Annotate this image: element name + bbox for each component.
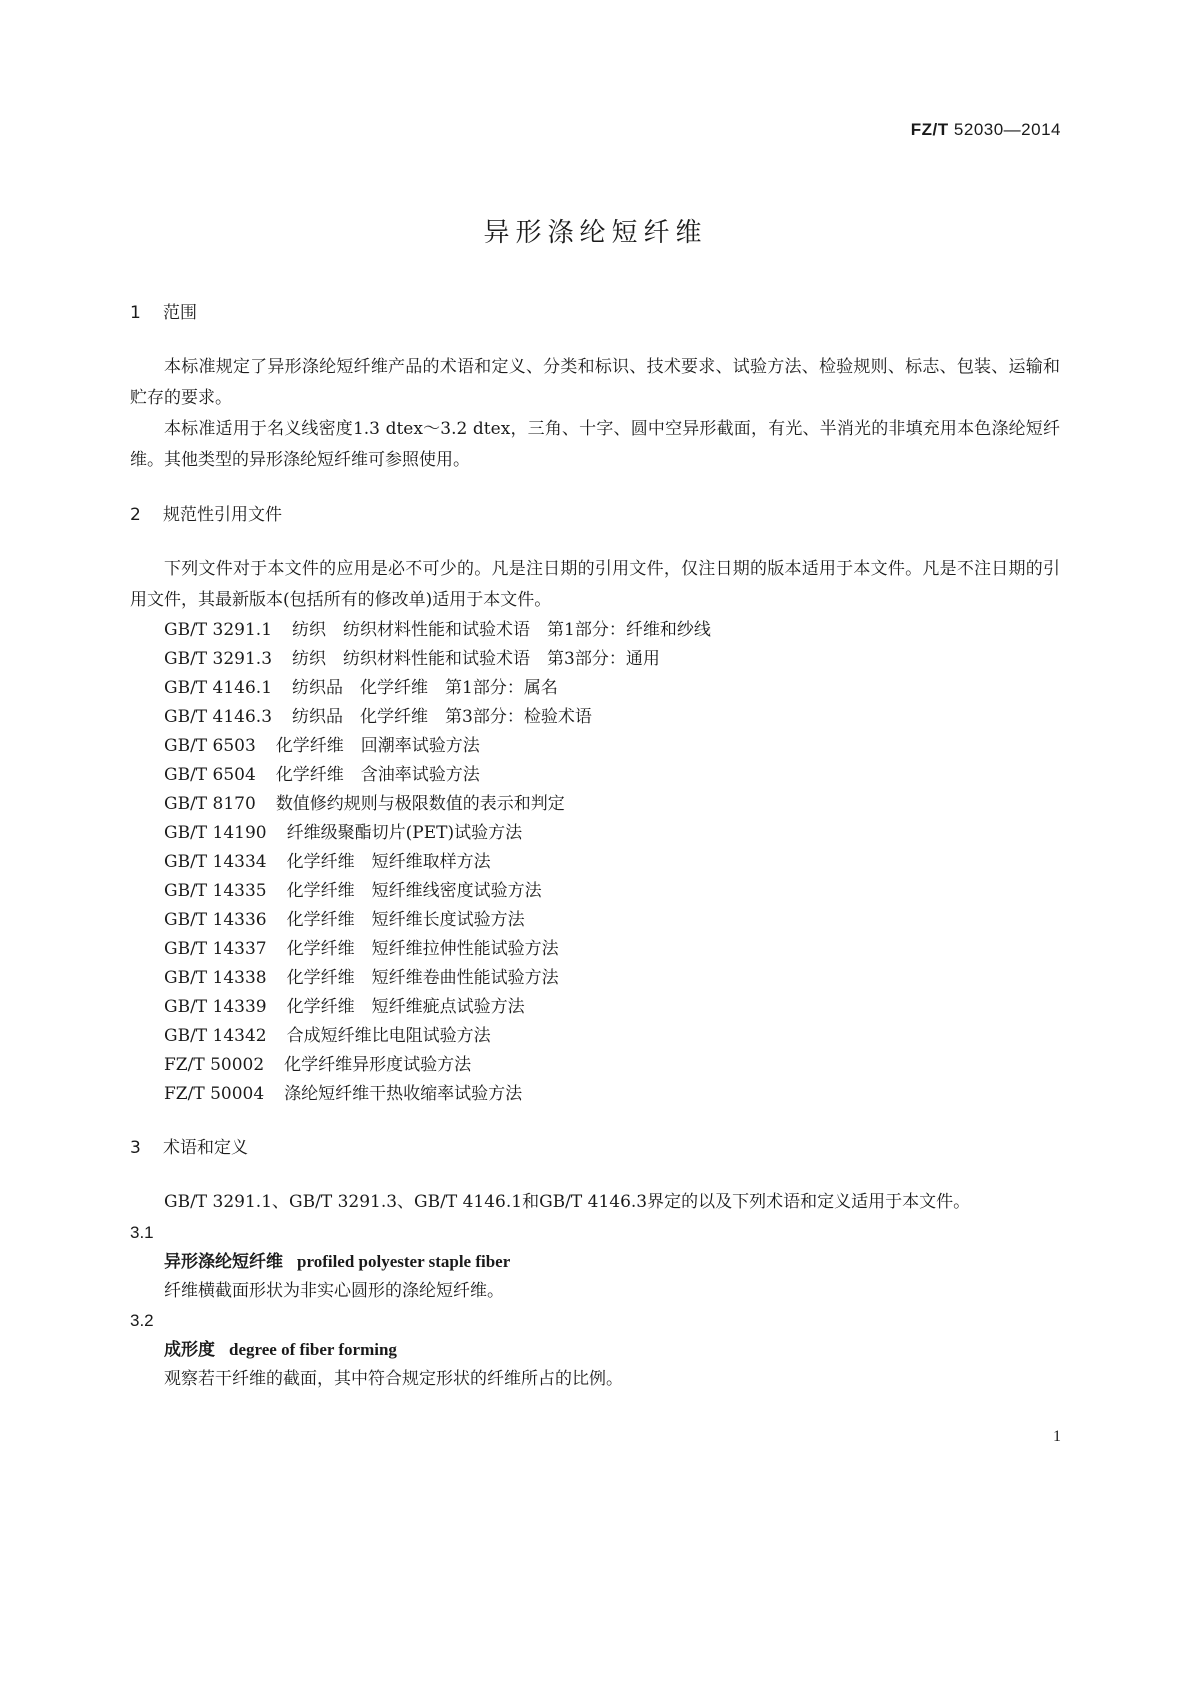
section-number: 2 [130, 505, 141, 525]
reference-code: FZ/T 50002 [164, 1055, 265, 1075]
reference-code: GB/T 3291.3 [164, 649, 273, 669]
reference-item [130, 790, 1060, 819]
reference-title: 化学纤维 短纤维疵点试验方法 [286, 997, 525, 1017]
reference-code: GB/T 6504 [164, 765, 256, 785]
reference-title: 合成短纤维比电阻试验方法 [286, 1026, 491, 1046]
reference-item [130, 1022, 1060, 1051]
reference-item [130, 877, 1060, 906]
reference-item [130, 616, 1060, 645]
reference-code: GB/T 4146.1 [164, 678, 273, 698]
reference-item [130, 964, 1060, 993]
standard-number: 52030—2014 [953, 120, 1061, 139]
reference-code: GB/T 14336 [164, 910, 267, 930]
reference-item [130, 848, 1060, 877]
term-number: 3.1 [130, 1223, 154, 1242]
reference-item [130, 703, 1060, 732]
reference-item [130, 819, 1060, 848]
reference-code: GB/T 14338 [164, 968, 267, 988]
reference-item [130, 1080, 1060, 1109]
reference-title: 化学纤维异形度试验方法 [284, 1055, 472, 1075]
section-number: 3 [130, 1138, 141, 1158]
document-title: 异形涤纶短纤维 [483, 218, 708, 248]
reference-title: 化学纤维 短纤维线密度试验方法 [286, 881, 542, 901]
section-1-heading [130, 300, 1060, 326]
standard-code [911, 120, 1061, 140]
reference-code: GB/T 14334 [164, 852, 267, 872]
reference-list [130, 616, 1060, 1109]
term-zh: 异形涤纶短纤维 [164, 1252, 283, 1272]
section-title: 范围 [163, 303, 197, 323]
reference-code: GB/T 3291.1 [164, 620, 273, 640]
reference-title: 涤纶短纤维干热收缩率试验方法 [284, 1084, 523, 1104]
terms-intro: GB/T 3291.1、GB/T 3291.3、GB/T 4146.1和GB/T 4146.3界定的以及下列术语和定义适用于本文件。 [164, 1192, 971, 1212]
reference-item [130, 674, 1060, 703]
term-en: degree of fiber forming [229, 1340, 397, 1359]
reference-item [130, 645, 1060, 674]
reference-item [130, 993, 1060, 1022]
reference-title: 数值修约规则与极限数值的表示和判定 [275, 794, 565, 814]
reference-code: GB/T 14342 [164, 1026, 267, 1046]
reference-title: 化学纤维 短纤维卷曲性能试验方法 [286, 968, 559, 988]
reference-code: GB/T 6503 [164, 736, 256, 756]
reference-title: 纤维级聚酯切片(PET)试验方法 [286, 823, 523, 843]
reference-code: GB/T 4146.3 [164, 707, 273, 727]
reference-item [130, 732, 1060, 761]
reference-title: 化学纤维 短纤维长度试验方法 [286, 910, 525, 930]
reference-item [130, 906, 1060, 935]
reference-item [130, 935, 1060, 964]
term-title [130, 1247, 1060, 1277]
references-intro: 下列文件对于本文件的应用是必不可少的。凡是注日期的引用文件，仅注日期的版本适用于本文件。凡是不注日期的引用文件，其最新版本(包括所有的修改单)适用于本文件。 [130, 559, 1060, 610]
reference-title: 化学纤维 含油率试验方法 [275, 765, 480, 785]
reference-code: FZ/T 50004 [164, 1084, 265, 1104]
reference-code: GB/T 14337 [164, 939, 267, 959]
section-title: 规范性引用文件 [163, 505, 282, 525]
reference-title: 化学纤维 短纤维拉伸性能试验方法 [286, 939, 559, 959]
section-2-heading [130, 502, 1060, 528]
reference-code: GB/T 8170 [164, 794, 256, 814]
reference-title: 纺织品 化学纤维 第3部分：检验术语 [292, 707, 592, 727]
term-title [130, 1335, 1060, 1365]
term-definition: 纤维横截面形状为非实心圆形的涤纶短纤维。 [164, 1281, 504, 1301]
page-number: 1 [1053, 1428, 1061, 1445]
term-definition: 观察若干纤维的截面，其中符合规定形状的纤维所占的比例。 [164, 1369, 623, 1389]
reference-code: GB/T 14335 [164, 881, 267, 901]
reference-title: 纺织 纺织材料性能和试验术语 第1部分：纤维和纱线 [292, 620, 711, 640]
section-title: 术语和定义 [163, 1138, 248, 1158]
scope-paragraph-1: 本标准规定了异形涤纶短纤维产品的术语和定义、分类和标识、技术要求、试验方法、检验规则、标志、包装、运输和贮存的要求。 [130, 357, 1060, 408]
reference-title: 纺织品 化学纤维 第1部分：属名 [292, 678, 558, 698]
term-number: 3.2 [130, 1311, 154, 1330]
reference-item [130, 1051, 1060, 1080]
section-3-heading [130, 1135, 1060, 1161]
term-en: profiled polyester staple fiber [297, 1252, 511, 1271]
reference-title: 化学纤维 回潮率试验方法 [275, 736, 480, 756]
reference-code: GB/T 14339 [164, 997, 267, 1017]
term-zh: 成形度 [164, 1340, 215, 1360]
reference-title: 化学纤维 短纤维取样方法 [286, 852, 491, 872]
standard-prefix: FZ/T [910, 120, 949, 139]
reference-code: GB/T 14190 [164, 823, 267, 843]
document-body [130, 300, 1060, 1394]
scope-paragraph-2: 本标准适用于名义线密度1.3 dtex～3.2 dtex，三角、十字、圆中空异形截面，有光、半消光的非填充用本色涤纶短纤维。其他类型的异形涤纶短纤维可参照使用。 [130, 419, 1060, 470]
reference-title: 纺织 纺织材料性能和试验术语 第3部分：通用 [292, 649, 660, 669]
section-number: 1 [130, 303, 141, 323]
reference-item [130, 761, 1060, 790]
